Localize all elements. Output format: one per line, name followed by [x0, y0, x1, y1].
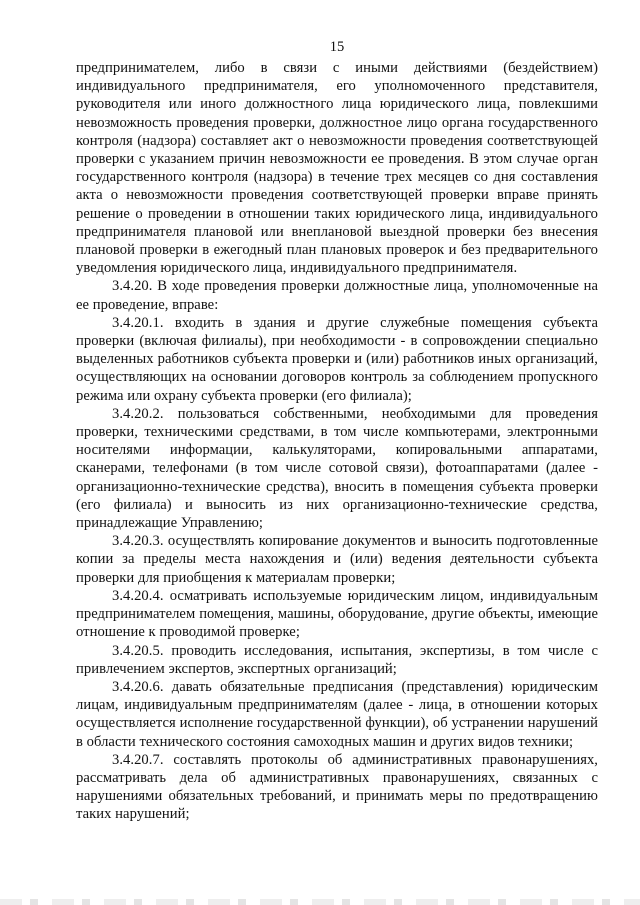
document-body	[76, 59, 598, 824]
paragraph-3-4-20: 3.4.20. В ходе проведения проверки должностные лица, уполномоченные на ее проведение, вправе:	[76, 278, 598, 313]
scan-edge-artifact	[0, 899, 640, 905]
paragraph-3-4-20-6: 3.4.20.6. давать обязательные предписания (представления) юридическим лицам, индивидуальным предпринимателям (далее - лица, в отношении которых осуществляется исполнение государственной функции), об устранении нарушений в области технического состояния самоходных машин и других видов техники;	[76, 678, 598, 750]
paragraph-3-4-20-3: 3.4.20.3. осуществлять копирование документов и выносить подготовленные копии за пределы места нахождения и (или) ведения деятельности субъекта проверки для приобщения к материалам проверки;	[76, 533, 598, 586]
paragraph-3-4-20-5: 3.4.20.5. проводить исследования, испытания, экспертизы, в том числе с привлечением экспертов, экспертных организаций;	[76, 642, 598, 677]
paragraph-3-4-20-1: 3.4.20.1. входить в здания и другие служебные помещения субъекта проверки (включая филиалы), при необходимости - в сопровождении специально выделенных работников субъекта проверки и (или) работников иных организаций, осуществляющих на основании договоров контроль за соблюдением пропускного режима или охрану субъекта проверки (его филиала);	[76, 314, 598, 404]
paragraph-3-4-20-2: 3.4.20.2. пользоваться собственными, необходимыми для проведения проверки, техническими средствами, в том числе компьютерами, электронными носителями информации, калькуляторами, копировальными аппаратами, сканерами, телефонами (в том числе сотовой связи), фотоаппаратами (далее - организационно-технические средства), вносить в помещения субъекта проверки (его филиала) и выносить из них организационно-технические средства, принадлежащие Управлению;	[76, 405, 598, 532]
paragraph-3-4-20-4: 3.4.20.4. осматривать используемые юридическим лицом, индивидуальным предпринимателем помещения, машины, оборудование, другие объекты, имеющие отношение к проводимой проверке;	[76, 587, 598, 641]
paragraph-continuation: предпринимателем, либо в связи с иными действиями (бездействием) индивидуального предпринимателя, его уполномоченного представителя, руководителя или иного должностного лица юридического лица, повлекшими невозможность проведения проверки, должностное лицо органа государственного контроля (надзора) составляет акт о невозможности проведения соответствующей проверки с указанием причин невозможности ее проведения. В этом случае орган государственного контроля (надзора) в течение трех месяцев со дня составления акта о невозможности проведения соответствующей проверки вправе принять решение о проведении в отношении таких юридического лица, индивидуального предпринимателя плановой или внеплановой выездной проверки без внесения плановой проверки в ежегодный план плановых проверок и без предварительного уведомления юридического лица, индивидуального предпринимателя.	[76, 60, 598, 277]
paragraph-3-4-20-7: 3.4.20.7. составлять протоколы об административных правонарушениях, рассматривать дела об административных правонарушениях, связанных с нарушениями обязательных требований, и принимать меры по предотвращению таких нарушений;	[76, 751, 598, 823]
document-page	[76, 38, 598, 824]
page-number: 15	[329, 39, 345, 55]
